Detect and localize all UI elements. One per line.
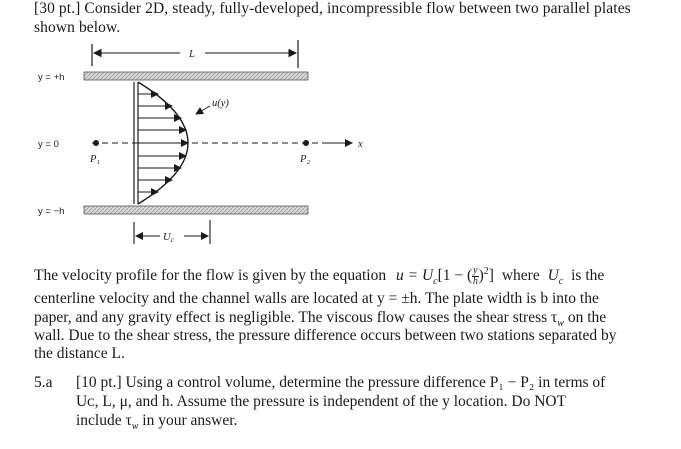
uc-symbol: U (547, 267, 559, 285)
paragraph-line-3-end: on the (563, 309, 607, 326)
label-x: x (358, 139, 363, 150)
uc-symbol-sub: c (558, 276, 564, 288)
dimension-L-label: L (189, 49, 195, 60)
question-line-2: Uᴄ, L, μ, and h. Assume the pressure is independent of the y location. Do NOT (76, 393, 567, 410)
question-line-3-end: in your answer. (138, 412, 238, 429)
eq-exponent: 2 (483, 266, 489, 277)
paragraph-line-1-where: where (501, 267, 540, 285)
problem-header-line-2: shown below. (34, 19, 121, 36)
label-uc-main: U (163, 232, 171, 243)
label-uc (163, 232, 175, 244)
question-line-3-text: include τ (76, 412, 132, 429)
question-line-3-sub: w (131, 421, 139, 433)
eq-frac-num: y (473, 265, 478, 277)
station-p1-dot (93, 140, 99, 146)
paragraph-line-2: centerline velocity and the channel walls are located at y = ±h. The plate width is b into the (34, 290, 599, 307)
velocity-equation (395, 265, 498, 288)
paragraph-line-1-lead: The velocity profile for the flow is given by the equation (34, 267, 387, 285)
paragraph-line-1 (34, 263, 604, 291)
label-p1: P₁ (90, 154, 101, 165)
paragraph-line-1-uc (547, 267, 564, 288)
eq-paren-close: ) (478, 267, 484, 285)
eq-frac-den: h (472, 276, 478, 288)
eq-lhs: u = U (395, 267, 434, 285)
eq-lhs-sub: c (433, 276, 438, 288)
question-line-1: [10 pt.] Using a control volume, determine the pressure difference P₁ − P₂ in terms of (76, 374, 606, 391)
label-uc-sub: c (170, 236, 174, 244)
velocity-arrows (138, 94, 188, 192)
paragraph-line-3-sub: w (557, 318, 564, 330)
label-p2: P₂ (300, 154, 311, 165)
u-leader (196, 106, 210, 114)
label-y-minus-h: y = −h (38, 206, 65, 217)
eq-bracket-open: [1 − ( (437, 267, 473, 285)
label-u-of-y: u(y) (212, 98, 229, 109)
paragraph-line-5: the distance L. (34, 345, 125, 362)
label-y-plus-h: y = +h (38, 72, 65, 83)
paragraph-line-4: wall. Due to the shear stress, the pressure difference occurs between two stations separated by (34, 327, 617, 344)
label-y-zero: y = 0 (38, 139, 59, 150)
paragraph-line-1-tail: is the (571, 267, 605, 285)
top-plate (84, 72, 308, 80)
eq-bracket-close: ] (488, 267, 494, 285)
paragraph-line-3-text: paper, and any gravity effect is negligible. The viscous flow causes the shear stress τ (34, 309, 558, 326)
question-line-3 (76, 412, 237, 436)
question-number: 5.a (34, 374, 53, 391)
station-p2-dot (303, 140, 309, 146)
problem-header-line-1: [30 pt.] Consider 2D, steady, fully-developed, incompressible flow between two parallel plates (34, 0, 631, 17)
bottom-plate (84, 206, 308, 214)
